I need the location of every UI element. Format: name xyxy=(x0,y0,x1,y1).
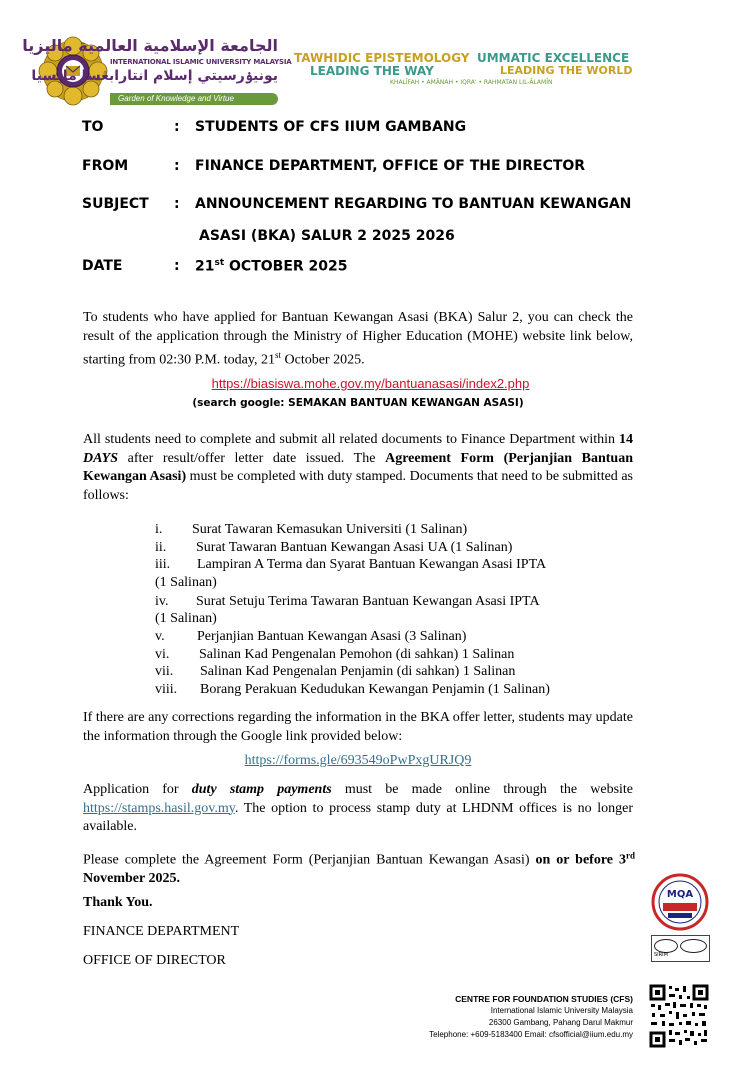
tagline-bar xyxy=(110,93,278,105)
date-label: DATE xyxy=(82,258,123,274)
signature-department: FINANCE DEPARTMENT xyxy=(83,924,240,939)
footer-address: 26300 Gambang, Pahang Darul Makmur xyxy=(488,1018,633,1027)
colon: : xyxy=(174,119,180,135)
slogan-ummatic-line2: LEADING THE WORLD xyxy=(500,64,633,77)
qmark-cert-icon xyxy=(680,939,707,953)
certification-badges xyxy=(651,935,710,962)
to-label: TO xyxy=(82,119,104,135)
list-item: vi. Salinan Kad Pengenalan Pemohon (di sahkan) 1 Salinan xyxy=(155,647,515,662)
subject-label: SUBJECT xyxy=(82,196,149,212)
corrections-paragraph: If there are any corrections regarding the information in the BKA offer letter, students may update the information through the Google link provided below: xyxy=(83,710,633,744)
mqa-text: MQA xyxy=(666,889,694,900)
list-item: i. Surat Tawaran Kemasukan Universiti (1 Salinan) xyxy=(155,522,468,537)
slogan-tawhidic-line2: LEADING THE WAY xyxy=(310,64,434,78)
subject-line-1: ANNOUNCEMENT REGARDING TO BANTUAN KEWANGAN xyxy=(195,196,632,212)
slogan-tawhidic-line1: TAWHIDIC EPISTEMOLOGY xyxy=(294,51,470,65)
duty-stamp-paragraph: Application for duty stamp payments must be made online through the website https://stamps.hasil.gov.my. The option to process stamp duty at LHDNM offices is no longer available. xyxy=(83,782,634,834)
deadline-paragraph: Please complete the Agreement Form (Perjanjian Bantuan Kewangan Asasi) on or before 3rd November 2025. xyxy=(83,850,635,887)
jawi-university-name: يونيۏرسيتي إسلام انتارابڠسا مليسيا xyxy=(31,68,278,84)
list-item: (1 Salinan) xyxy=(155,575,217,590)
colon: : xyxy=(174,196,180,212)
list-item: v. Perjanjian Bantuan Kewangan Asasi (3 Salinan) xyxy=(155,629,467,644)
arabic-university-name: الجامعة الإسلامية العالمية ماليزيا xyxy=(22,36,278,55)
forms-link-wrap xyxy=(0,753,716,769)
google-forms-link[interactable]: https://forms.gle/693549oPwPxgURJQ9 xyxy=(244,753,472,768)
date-value: 21st OCTOBER 2025 xyxy=(195,258,348,275)
submission-paragraph: All students need to complete and submit all related documents to Finance Department within 14 DAYS after result/offer letter date issued. The Agreement Form (Perjanjian Bantuan Kewangan Asasi) must be completed with duty stamped. Documents that need to be submitted as follows: xyxy=(83,432,634,503)
iso-cert-icon xyxy=(654,939,678,953)
footer-centre: CENTRE FOR FOUNDATION STUDIES (CFS) xyxy=(455,994,633,1004)
list-item: (1 Salinan) xyxy=(155,611,217,626)
sirim-label: SIRIM xyxy=(654,952,668,958)
slogan-ummatic-line1: UMMATIC EXCELLENCE xyxy=(477,51,630,65)
footer-university: International Islamic University Malaysia xyxy=(490,1006,633,1015)
list-item: viii. Borang Perakuan Kedudukan Kewangan Penjamin (1 Salinan) xyxy=(155,682,550,697)
colon: : xyxy=(174,158,180,174)
to-value: STUDENTS OF CFS IIUM GAMBANG xyxy=(195,119,467,135)
qr-code-icon[interactable] xyxy=(648,983,710,1049)
mqa-accreditation-badge xyxy=(651,873,709,931)
from-label: FROM xyxy=(82,158,129,174)
core-values: KHALĪFAH • AMĀNAH • IQRA' • RAHMATAN LIL-ĀLAMĪN xyxy=(390,79,553,86)
from-value: FINANCE DEPARTMENT, OFFICE OF THE DIRECTOR xyxy=(195,158,586,174)
search-hint: (search google: SEMAKAN BANTUAN KEWANGAN ASASI) xyxy=(192,397,524,409)
mohe-link-wrap xyxy=(0,376,741,391)
colon: : xyxy=(174,258,180,274)
list-item: iv. Surat Setuju Terima Tawaran Bantuan Kewangan Asasi IPTA xyxy=(155,594,540,609)
university-name-english: INTERNATIONAL ISLAMIC UNIVERSITY MALAYSIA xyxy=(110,58,292,66)
signature-office: OFFICE OF DIRECTOR xyxy=(83,953,226,968)
thank-you: Thank You. xyxy=(83,895,153,910)
footer-contact: Telephone: +609-5183400 Email: cfsofficial@iium.edu.my xyxy=(429,1030,633,1039)
intro-paragraph: To students who have applied for Bantuan Kewangan Asasi (BKA) Salur 2, you can check the result of the application through the Ministry of Higher Education (MOHE) website link below, starting from 02:30 P.M. today, 21st October 2025. xyxy=(83,310,633,368)
list-item: ii. Surat Tawaran Bantuan Kewangan Asasi UA (1 Salinan) xyxy=(155,540,513,555)
tagline-text: Garden of Knowledge and Virtue xyxy=(118,94,234,103)
mohe-website-link[interactable]: https://biasiswa.mohe.gov.my/bantuanasasi/index2.php xyxy=(211,376,530,391)
list-item: iii. Lampiran A Terma dan Syarat Bantuan Kewangan Asasi IPTA xyxy=(155,557,547,572)
subject-line-2: ASASI (BKA) SALUR 2 2025 2026 xyxy=(199,228,455,244)
stamps-hasil-link[interactable]: https://stamps.hasil.gov.my xyxy=(83,800,235,816)
list-item: vii. Salinan Kad Pengenalan Penjamin (di sahkan) 1 Salinan xyxy=(155,664,516,679)
